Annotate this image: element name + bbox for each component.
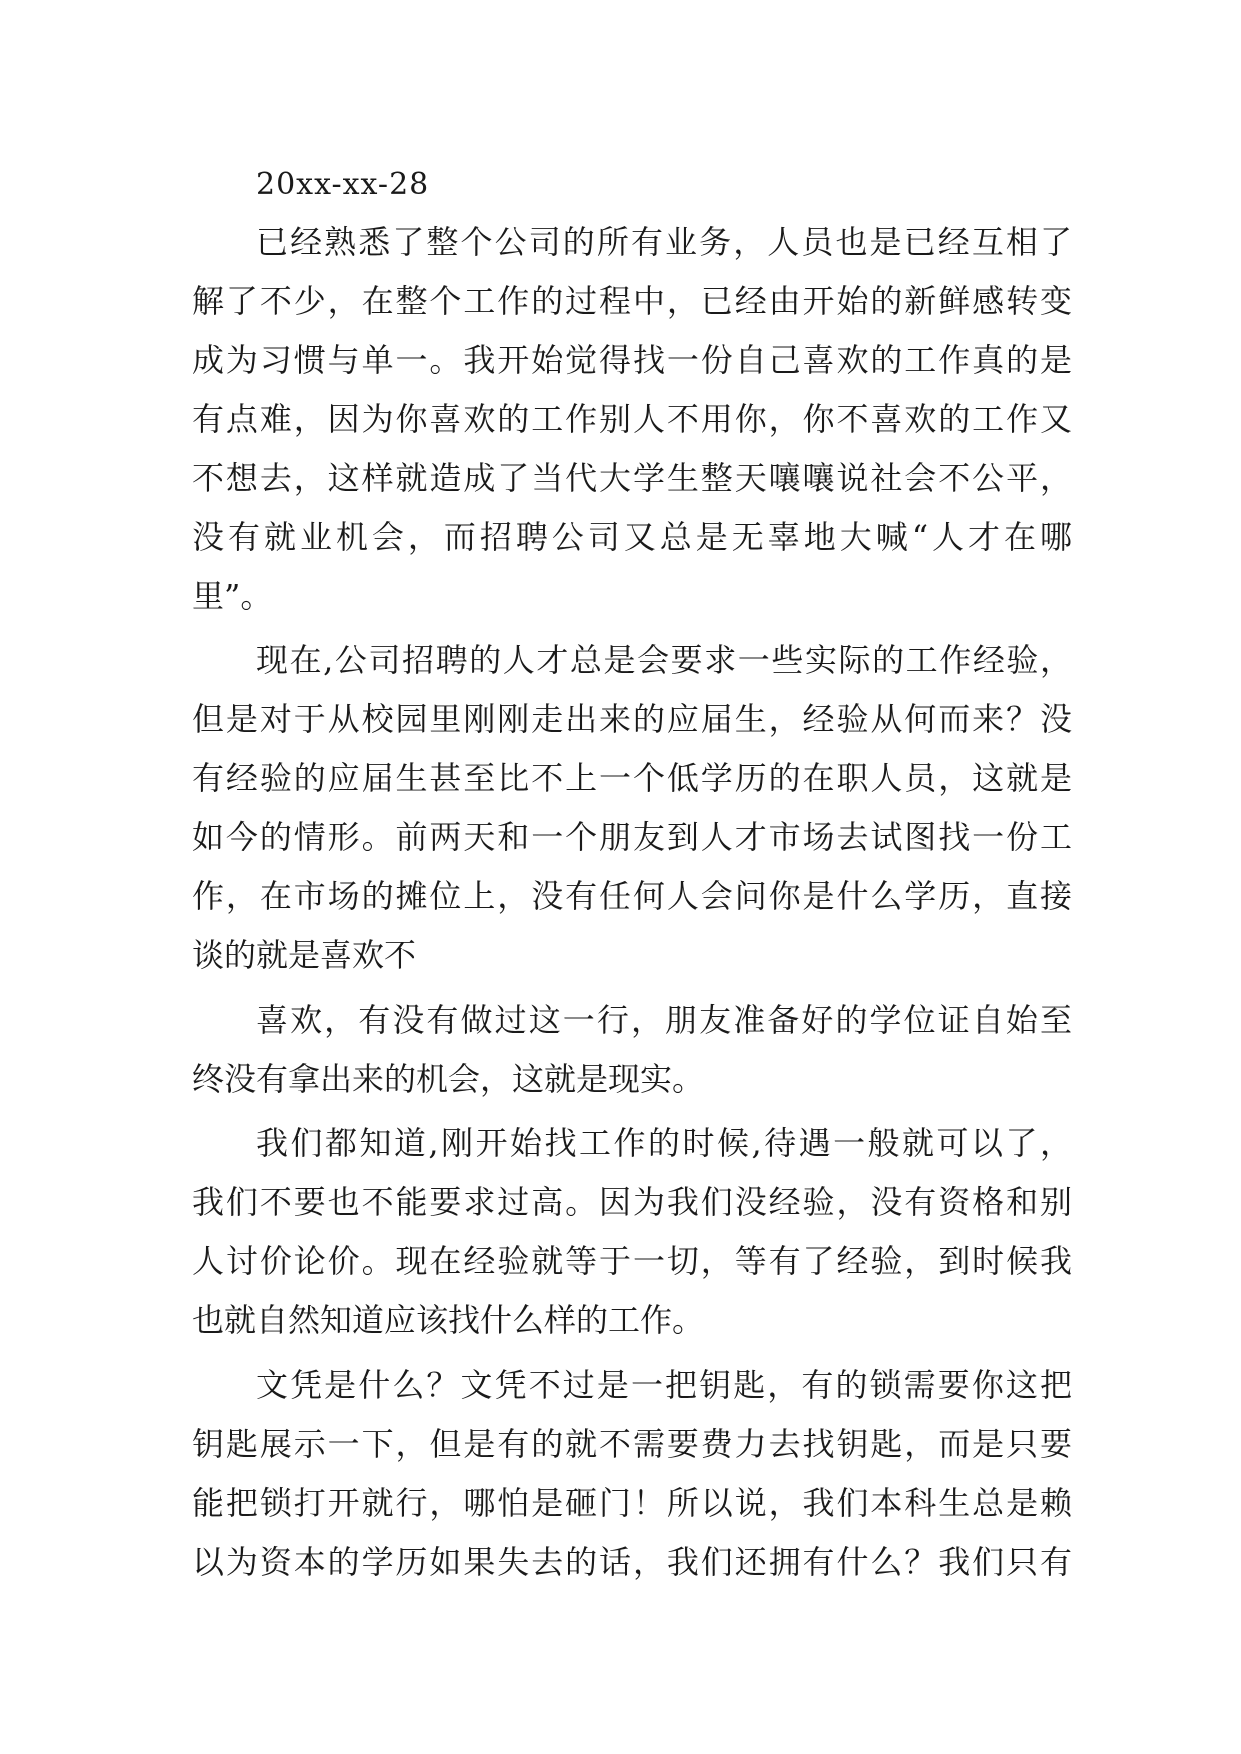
paragraph-line: 我们都知道,刚开始找工作的时候,待遇一般就可以了，: [256, 1124, 1072, 1162]
paragraph-line: 如今的情形。前两天和一个朋友到人才市场去试图找一份工: [192, 818, 1072, 856]
paragraph-line: 成为习惯与单一。我开始觉得找一份自己喜欢的工作真的是: [192, 341, 1072, 379]
paragraph-line: 有经验的应届生甚至比不上一个低学历的在职人员，这就是: [192, 759, 1072, 797]
paragraph-line: 已经熟悉了整个公司的所有业务，人员也是已经互相了: [256, 223, 1072, 261]
paragraph-line: 钥匙展示一下，但是有的就不需要费力去找钥匙，而是只要: [192, 1425, 1072, 1463]
paragraph-line: 人讨价论价。现在经验就等于一切，等有了经验，到时候我: [192, 1242, 1072, 1280]
paragraph-line: 文凭是什么？文凭不过是一把钥匙，有的锁需要你这把: [256, 1366, 1072, 1404]
paragraph-line: 终没有拿出来的机会，这就是现实。: [192, 1060, 705, 1098]
paragraph-line: 有点难，因为你喜欢的工作别人不用你，你不喜欢的工作又: [192, 400, 1072, 438]
paragraph-line: 没有就业机会，而招聘公司又总是无辜地大喊“人才在哪: [192, 518, 1072, 556]
paragraph-line: 喜欢，有没有做过这一行，朋友准备好的学位证自始至: [256, 1001, 1072, 1039]
paragraph-line: 也就自然知道应该找什么样的工作。: [192, 1301, 705, 1339]
paragraph-line: 以为资本的学历如果失去的话，我们还拥有什么？我们只有: [192, 1543, 1072, 1581]
paragraph-line: 能把锁打开就行，哪怕是砸门！所以说，我们本科生总是赖: [192, 1484, 1072, 1522]
paragraph-line: 解了不少，在整个工作的过程中，已经由开始的新鲜感转变: [192, 282, 1072, 320]
paragraph-line: 不想去，这样就造成了当代大学生整天嚷嚷说社会不公平，: [192, 459, 1072, 497]
paragraph-line: 里”。: [192, 577, 273, 615]
paragraph-line: 谈的就是喜欢不: [192, 936, 417, 974]
paragraph-line: 我们不要也不能要求过高。因为我们没经验，没有资格和别: [192, 1183, 1072, 1221]
paragraph-line: 但是对于从校园里刚刚走出来的应届生，经验从何而来？没: [192, 700, 1072, 738]
paragraph-line: 现在,公司招聘的人才总是会要求一些实际的工作经验，: [256, 641, 1072, 679]
paragraph-line: 作，在市场的摊位上，没有任何人会问你是什么学历，直接: [192, 877, 1072, 915]
document-date: 20xx-xx-28: [256, 167, 430, 202]
